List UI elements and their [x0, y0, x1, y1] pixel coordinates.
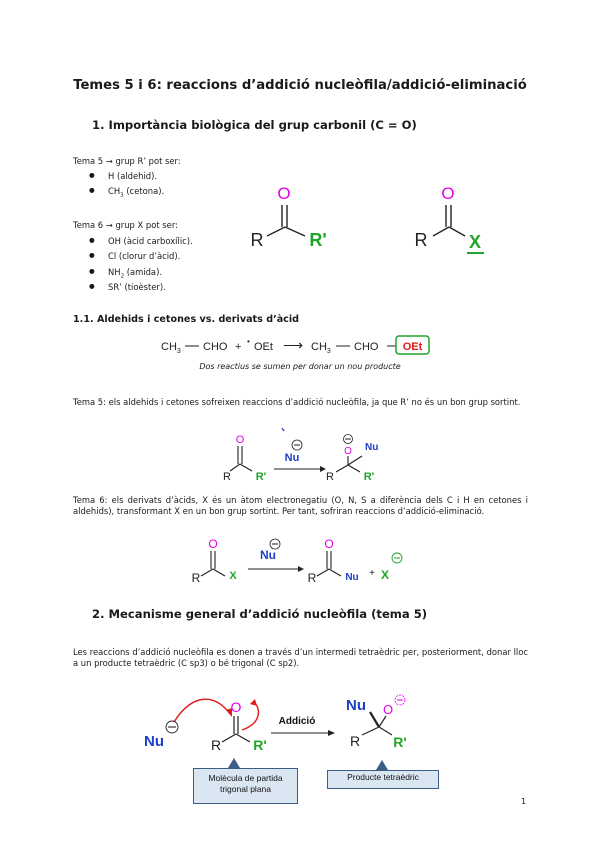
svg-text:CH3: $CH_3$	[311, 341, 331, 355]
list-item: ● SR’ (tioèster).	[89, 282, 193, 297]
mechanism-paragraph: Les reaccions d’addició nucleòfila es donen a través d’un intermedi tetraèdric per, posteriorment, donar lloc a un producte tetraèdric (C sp3) o bé trigonal (C sp2).	[73, 647, 528, 668]
oxygen-label: O	[441, 184, 455, 203]
svg-text:O: O	[382, 702, 394, 717]
svg-text:R': R'	[363, 471, 375, 483]
r-group-label: R	[414, 230, 428, 250]
section-2-heading: 2. Mecanisme general d’addició nucleòfila (tema 5)	[92, 607, 428, 621]
callout-pointer	[228, 758, 240, 768]
svg-text:O: O	[208, 537, 218, 551]
page-title: Temes 5 i 6: reaccions d’addició nucleòfila/addició-eliminació	[73, 78, 527, 93]
list-item: ● Cl (clorur d’àcid).	[89, 251, 193, 266]
svg-text:Addició: Addició	[278, 716, 316, 727]
carbonyl-structures-figure	[245, 178, 505, 268]
reaction-equation	[155, 333, 440, 357]
acid-derivative-structure	[415, 184, 485, 253]
tema5-paragraph: Tema 5: els aldehids i cetones sofreixen reaccions d’addició nucleòfila, ja que R’ no és un bon grup sortint.	[73, 397, 521, 407]
tema5-intro: Tema 5 → grup R’ pot ser:	[73, 156, 181, 166]
section-1-1-heading: 1.1. Aldehids i cetones vs. derivats d’àcid	[73, 314, 300, 325]
list-item: ● OH (àcid carboxílic).	[89, 236, 193, 251]
svg-text:Nu: Nu	[346, 697, 366, 714]
product-callout	[327, 770, 439, 789]
svg-text:O: O	[230, 699, 242, 715]
x-group-label: X	[468, 232, 482, 252]
starting-molecule-callout	[193, 768, 298, 804]
svg-text:R: R	[210, 737, 222, 753]
ketone-structure	[251, 184, 327, 250]
mechanism-figure	[138, 690, 438, 770]
callout-label: Molècula de partida trigonal plana	[208, 773, 283, 794]
svg-text:Nu: Nu	[284, 452, 300, 464]
svg-text:⟶: ⟶	[283, 337, 304, 353]
svg-text:+: +	[369, 568, 375, 579]
svg-text:X: X	[229, 570, 237, 582]
tema6-intro: Tema 6 → grup X pot ser:	[73, 220, 178, 230]
svg-text:CHO: CHO	[203, 341, 228, 353]
svg-text:R: R	[349, 733, 361, 749]
callout-label: Producte tetraèdric	[347, 772, 419, 782]
svg-text:O: O	[235, 434, 245, 446]
svg-text:R: R	[223, 471, 231, 483]
svg-text:R': R'	[393, 734, 407, 750]
list-item: ● $NH_2$ (amida).	[89, 267, 193, 282]
svg-text:Nu: Nu	[260, 548, 276, 562]
addition-figure	[222, 428, 392, 488]
svg-text:O: O	[344, 446, 352, 457]
tema5-list	[89, 171, 164, 202]
addition-elimination-figure	[186, 533, 416, 593]
svg-text:R: R	[191, 571, 201, 585]
svg-text:Nu: Nu	[144, 733, 164, 750]
tema6-paragraph: Tema 6: els derivats d’àcids, X és un àtom electronegatiu (O, N, S a diferència dels C i H en cetones i aldehids), transformant X en un bon grup sortint. Per tant, sofriran reaccions d’addició-eliminació.	[73, 495, 528, 516]
tema6-list	[89, 236, 193, 298]
svg-text:CH3: $CH_3$	[161, 341, 181, 355]
list-item: ● H (aldehid).	[89, 171, 164, 186]
oxygen-label: O	[277, 184, 291, 203]
equation-caption: Dos reactius se sumen per donar un nou producte	[199, 362, 401, 371]
svg-text:R': R'	[253, 737, 267, 753]
r-prime-label: R'	[309, 230, 327, 250]
svg-text:Nu: Nu	[365, 442, 379, 453]
list-item: ● $CH_3$ (cetona).	[89, 186, 164, 201]
section-1-heading: 1. Importància biològica del grup carbonil (C = O)	[92, 118, 417, 132]
svg-text:CHO: CHO	[354, 341, 379, 353]
svg-text:Nu: Nu	[345, 572, 359, 583]
svg-text:R: R	[326, 471, 334, 483]
svg-text:O: O	[324, 537, 334, 551]
svg-text:R: R	[307, 571, 317, 585]
r-group-label: R	[250, 230, 264, 250]
svg-text:R': R'	[255, 471, 267, 483]
page-number: 1	[521, 797, 527, 806]
svg-text:•: •	[247, 337, 250, 346]
svg-text:X: X	[380, 568, 390, 582]
callout-pointer	[376, 760, 388, 770]
svg-text:+: +	[235, 341, 242, 353]
svg-text:OEt: OEt	[254, 341, 273, 353]
svg-text:OEt: OEt	[402, 341, 423, 353]
